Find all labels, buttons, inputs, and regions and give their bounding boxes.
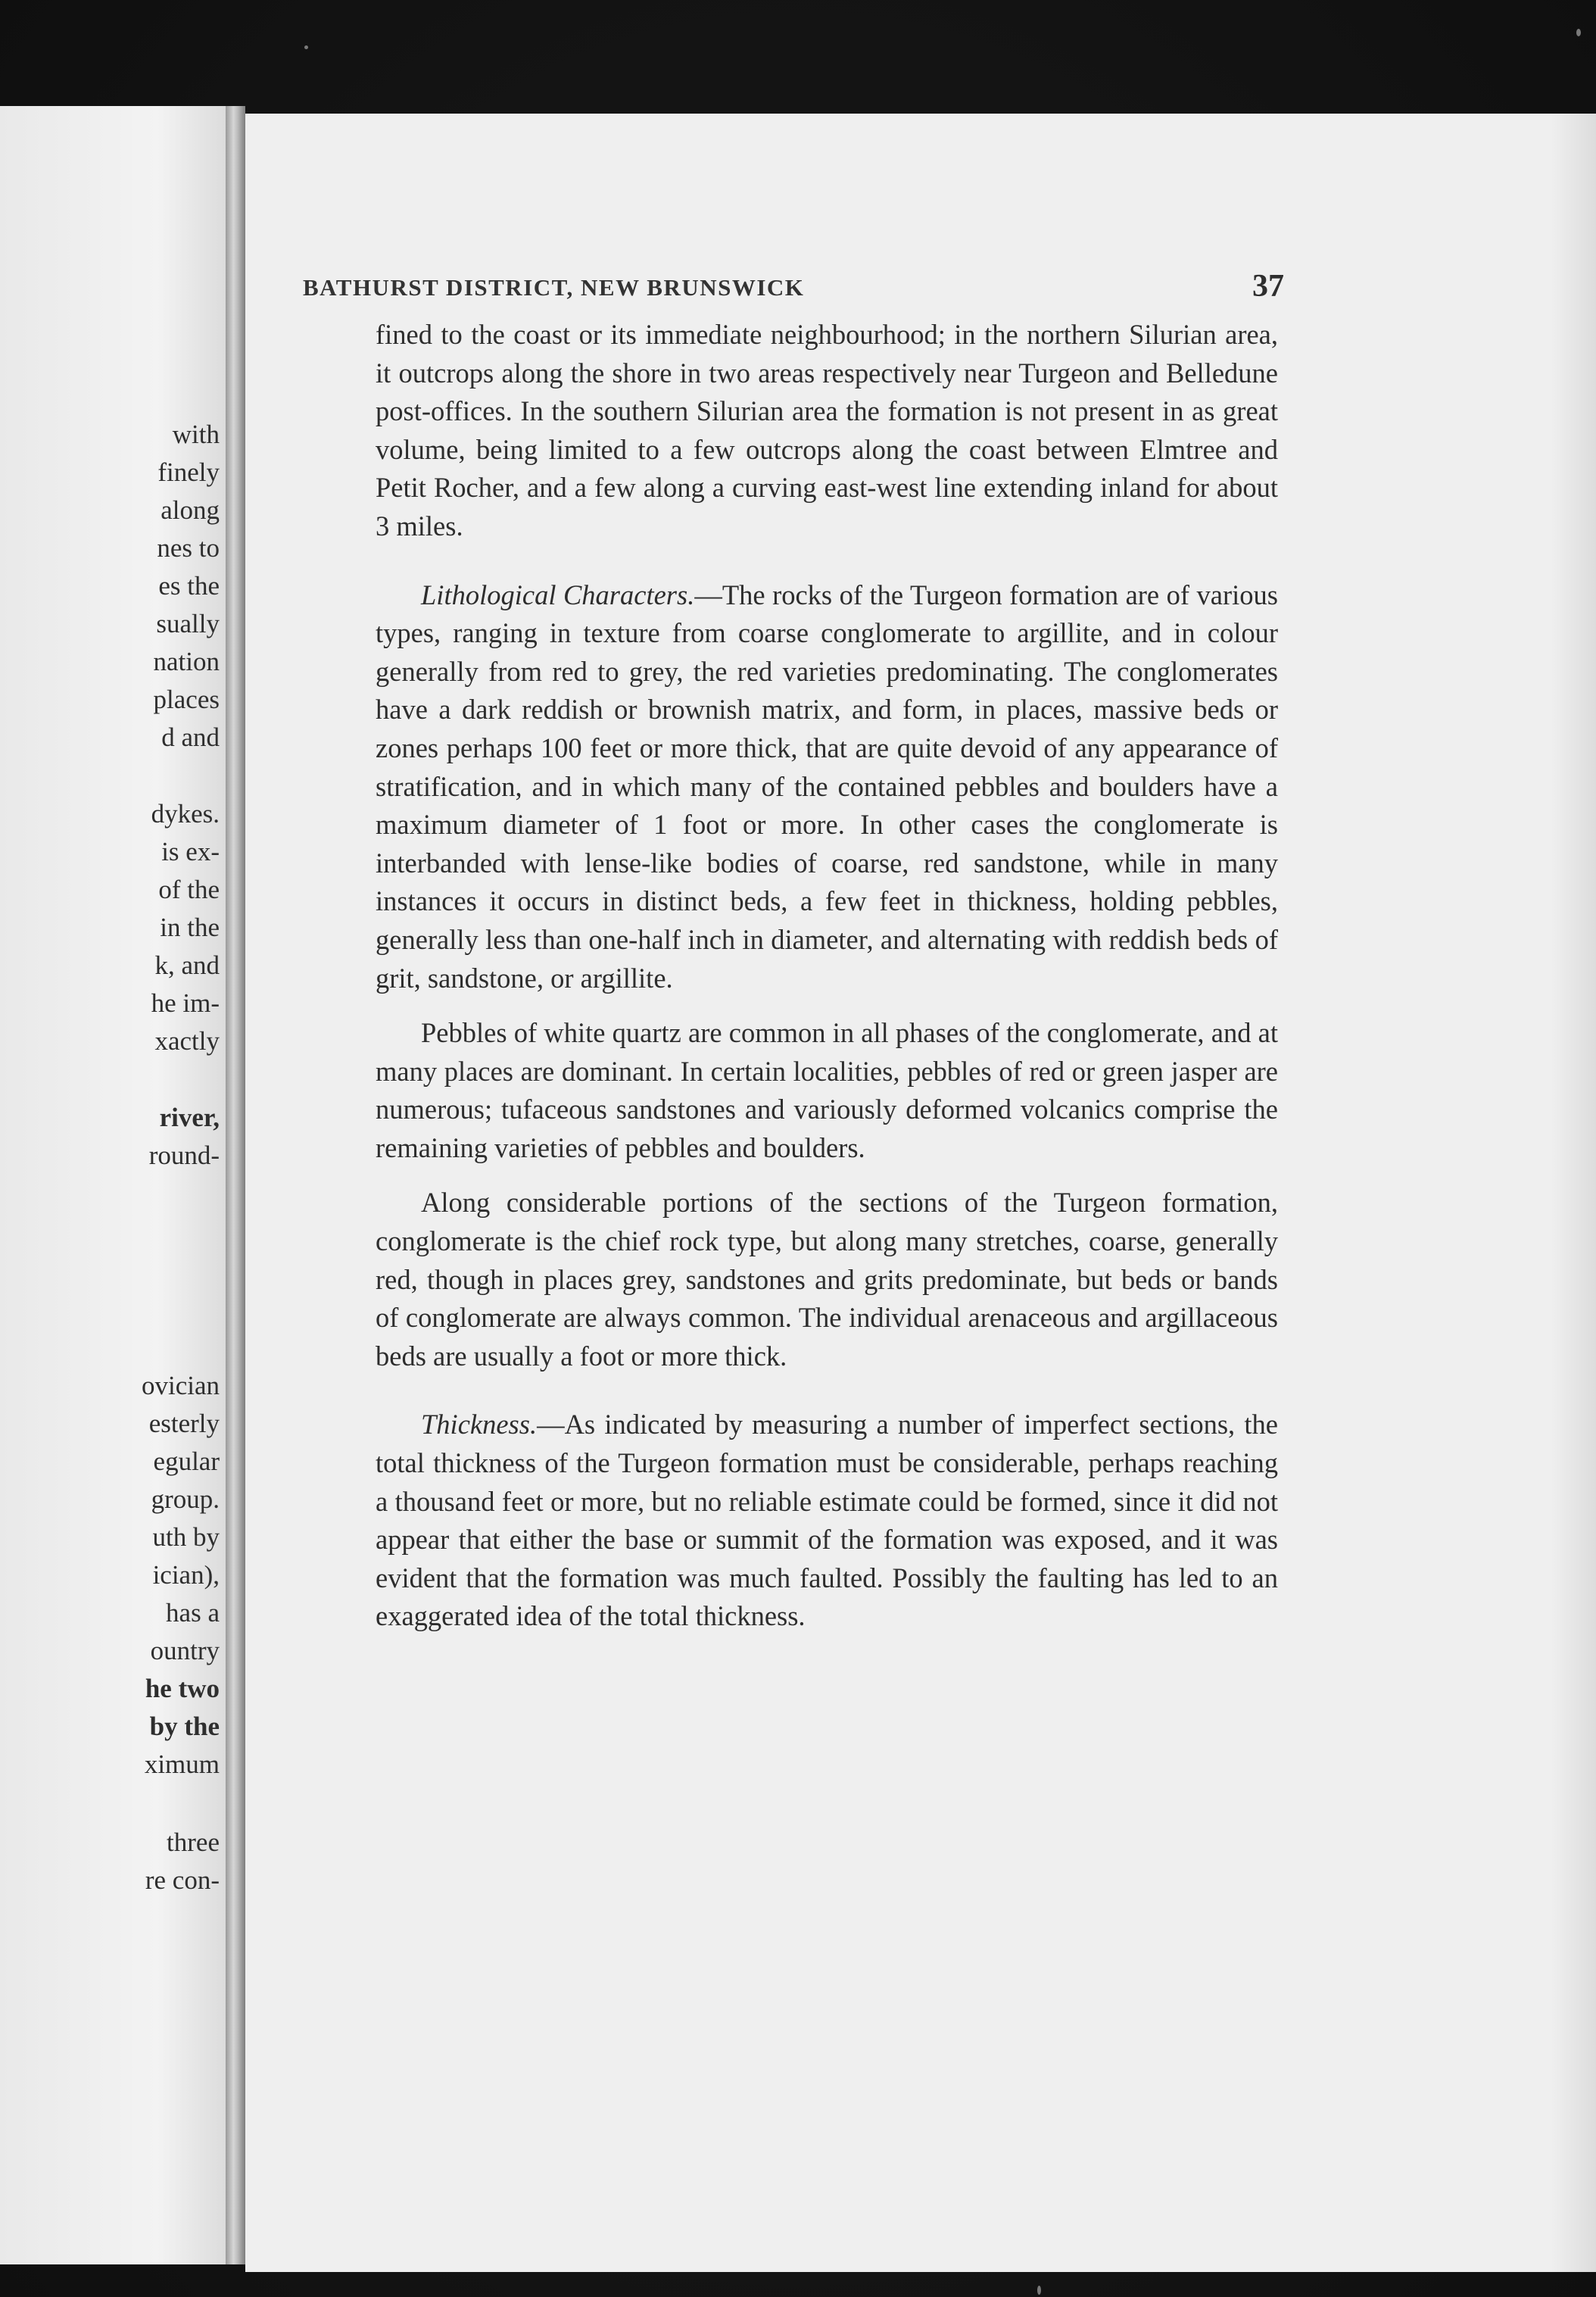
left-page-fragment: river, <box>159 1103 220 1132</box>
left-page-fragment: places <box>153 685 220 714</box>
paragraph-rock-types: Along considerable portions of the sections of the Turgeon formation, conglomerate is the chief rock type, but along many stretches, coarse, generally red, though in places grey, sandstones and grits predominate, but beds or bands of conglomerate are always common. The individual arenaceous and argillaceous beds are usually a foot or more thick. <box>376 1187 1278 1372</box>
left-page-fragment: three <box>167 1827 220 1857</box>
scan-speck <box>1037 2286 1041 2295</box>
paragraph-pebbles: Pebbles of white quartz are common in all phases of the conglomerate, and at many places are dominant. In certain localities, pebbles of red or green jasper are numerous; tufaceous sandstones and variously deformed volcanics comprise the remaining varieties of pebbles and boulders. <box>376 1017 1278 1163</box>
left-page-fragment: by the <box>149 1712 220 1741</box>
left-page-fragment: he two <box>145 1674 220 1703</box>
left-page-fragment: is ex- <box>161 837 220 866</box>
left-page-fragment: k, and <box>154 950 220 980</box>
left-page-fragment: nation <box>153 647 220 676</box>
left-page-fragment: esterly <box>148 1409 220 1438</box>
page-edge-shadow <box>1551 114 1596 2272</box>
section-heading-lithological: Lithological Characters. <box>421 579 695 610</box>
left-page-fragment: uth by <box>152 1522 220 1552</box>
running-head: BATHURST DISTRICT, NEW BRUNSWICK <box>303 274 805 301</box>
left-page-fragment: ician), <box>152 1560 220 1590</box>
paragraph-lithological-characters: Lithological Characters.—The rocks of the Turgeon formation are of various types, ranging in texture from coarse conglomerate to argillite, and in colour generally from red to grey, the red varieties predominating. The conglomerates have a dark reddish or brownish matrix, and form, in places, massive beds or zones perhaps 100 feet or more thick, that are quite devoid of any appearance of stratification, and in which many of the contained pebbles and boulders have a maximum diameter of 1 foot or more. In other cases the conglomerate is interbanded with lense-like bodies of coarse, red sandstone, while in many instances it occurs in distinct beds, a few feet in thickness, holding pebbles, generally less than one-half inch in diameter, and alternating with reddish beds of grit, sandstone, or argillite. <box>376 579 1278 994</box>
left-page-fragment: group. <box>151 1484 220 1514</box>
left-page-fragment: he im- <box>151 988 220 1018</box>
paragraph-text: The rocks of the Turgeon formation are of various types, ranging in texture from coarse conglomerate to argillite, and in colour generally from red to grey, the red varieties predominating. The conglomerates have a dark reddish or brownish matrix, and form, in places, massive beds or zones perhaps 100 feet or more thick, that are quite devoid of any appearance of stratification, and in which many of the contained pebbles and boulders have a maximum diameter of 1 foot or more. In other cases the conglomerate is interbanded with lense-like bodies of coarse, red sandstone, while in many instances it occurs in distinct beds, a few feet in thickness, holding pebbles, generally less than one-half inch in diameter, and alternating with reddish beds of grit, sandstone, or argillite. <box>376 579 1278 994</box>
left-page-fragment: egular <box>153 1447 220 1476</box>
left-page-fragment: in the <box>160 913 220 942</box>
left-page-fragment: finely <box>157 457 220 487</box>
left-page-fragment: ximum <box>144 1749 220 1779</box>
left-facing-page <box>0 106 226 2264</box>
left-page-fragment: along <box>161 495 220 525</box>
book-gutter <box>226 106 245 2264</box>
left-page-fragment: d and <box>161 722 220 752</box>
left-page-fragment: dykes. <box>151 799 220 829</box>
page-header <box>303 268 1284 306</box>
left-page-fragment: has a <box>166 1598 220 1628</box>
left-page-fragment: with <box>172 420 220 449</box>
body-text <box>376 316 1278 1636</box>
left-page-fragment: ountry <box>150 1636 220 1665</box>
paragraph-thickness: Thickness.—As indicated by measuring a number of imperfect sections, the total thickness of the Turgeon formation must be considerable, perhaps reaching a thousand feet or more, but no reliable estimate could be formed, since it did not appear that either the base or summit of the formation was exposed, and it was evident that the formation was much faulted. Possibly the faulting has led to an exaggerated idea of the total thickness. <box>376 1409 1278 1632</box>
left-page-fragment: round- <box>148 1141 220 1170</box>
scan-speck <box>304 45 308 49</box>
left-page-fragment: es the <box>158 571 220 601</box>
left-page-fragment: of the <box>158 875 220 904</box>
section-heading-thickness: Thickness. <box>421 1409 538 1440</box>
page-number: 37 <box>1252 269 1284 304</box>
left-page-fragment: re con- <box>145 1865 220 1895</box>
left-page-fragment: ovician <box>141 1371 220 1400</box>
paragraph-continuation: fined to the coast or its immediate neighbourhood; in the northern Silurian area, it outcrops along the shore in two areas respectively near Turgeon and Belledune post-offices. In the southern Silurian area the formation is not present in as great volume, being limited to a few outcrops along the coast between Elmtree and Petit Rocher, and a few along a curving east-west line extending inland for about 3 miles. <box>376 319 1278 541</box>
left-page-fragment: sually <box>156 609 220 638</box>
paragraph-text: As indicated by measuring a number of imperfect sections, the total thickness of the Turgeon formation must be considerable, perhaps reaching a thousand feet or more, but no reliable estimate could be formed, since it did not appear that either the base or summit of the formation was exposed, and it was evident that the formation was much faulted. Possibly the faulting has led to an exaggerated idea of the total thickness. <box>376 1409 1278 1632</box>
left-page-fragment: xactly <box>154 1026 220 1056</box>
left-page-fragment: nes to <box>157 533 220 563</box>
scan-speck <box>1576 29 1581 36</box>
